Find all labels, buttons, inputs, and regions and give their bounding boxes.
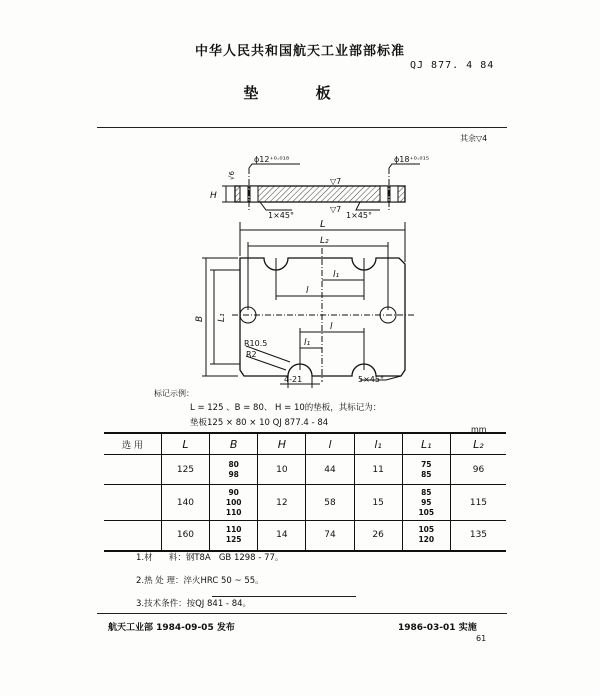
cell-L1: 105 120 bbox=[402, 521, 450, 551]
plan-view bbox=[202, 222, 415, 388]
cell-L2: 115 bbox=[450, 485, 506, 521]
document-title: 垫 板 bbox=[243, 84, 357, 102]
col-L1: L₁ bbox=[402, 433, 450, 455]
cell-B: 80 98 bbox=[210, 455, 258, 485]
cell-H: 10 bbox=[258, 455, 306, 485]
notes-underline bbox=[212, 596, 356, 597]
l-label-top: l bbox=[306, 286, 309, 296]
L-label: L bbox=[320, 219, 326, 230]
cell-l: 74 bbox=[306, 521, 354, 551]
table-header-row bbox=[104, 433, 506, 455]
col-L: L bbox=[161, 433, 209, 455]
cell-L1: 85 95 105 bbox=[402, 485, 450, 521]
small-roughness-mark: √6 bbox=[228, 171, 236, 180]
col-B: B bbox=[210, 433, 258, 455]
cell-L: 140 bbox=[161, 485, 209, 521]
cell-L2: 135 bbox=[450, 521, 506, 551]
cell-l: 58 bbox=[306, 485, 354, 521]
l1-label-bottom: l₁ bbox=[304, 338, 311, 348]
cell-H: 12 bbox=[258, 485, 306, 521]
table-row bbox=[104, 521, 506, 551]
header-rule bbox=[97, 127, 507, 128]
issue-date: 航天工业部 1984-09-05 发布 bbox=[108, 623, 235, 633]
right-hole-section bbox=[390, 186, 398, 202]
table-row bbox=[104, 455, 506, 485]
fit-mark: ▽7 bbox=[330, 177, 342, 186]
cell-l1: 11 bbox=[354, 455, 402, 485]
spec-table bbox=[104, 432, 506, 552]
marking-example: 垫板125 × 80 × 10 QJ 877.4 - 84 bbox=[190, 418, 329, 428]
note-material: 1.材 料：钢T8A GB 1298 - 77。 bbox=[136, 553, 284, 563]
L2-label: L₂ bbox=[320, 236, 329, 246]
cell-l1: 26 bbox=[354, 521, 402, 551]
r-big-label: R10.5 bbox=[244, 339, 268, 348]
table-row bbox=[104, 485, 506, 521]
select-cell bbox=[104, 455, 161, 485]
cell-l: 44 bbox=[306, 455, 354, 485]
cell-L2: 96 bbox=[450, 455, 506, 485]
small-hole-dim: ϕ12⁺⁰·⁰¹⁸ bbox=[254, 155, 290, 164]
standard-code: QJ 877. 4 84 bbox=[410, 60, 495, 71]
cell-L: 160 bbox=[161, 521, 209, 551]
r-small-label: R2 bbox=[246, 350, 257, 359]
section-view bbox=[222, 164, 420, 210]
left-hole-section bbox=[240, 186, 248, 202]
col-l1: l₁ bbox=[354, 433, 402, 455]
cell-l1: 15 bbox=[354, 485, 402, 521]
big-hole-dim: ϕ18⁺⁰·⁰¹⁵ bbox=[394, 155, 430, 164]
cell-H: 14 bbox=[258, 521, 306, 551]
select-cell bbox=[104, 485, 161, 521]
footer-rule bbox=[97, 613, 507, 614]
marking-intro: 标记示例： bbox=[154, 389, 194, 398]
col-H: H bbox=[258, 433, 306, 455]
page-number: 61 bbox=[476, 634, 487, 643]
slot-dim: 4-21 bbox=[284, 375, 303, 384]
l-label-bottom: l bbox=[330, 322, 333, 332]
flat-mark: ▽7 bbox=[330, 205, 342, 214]
standard-org-title: 中华人民共和国航天工业部部标准 bbox=[194, 44, 405, 59]
unit-label: mm bbox=[471, 425, 487, 434]
col-l: l bbox=[306, 433, 354, 455]
L1-label: L₁ bbox=[217, 313, 227, 322]
technical-notes bbox=[136, 547, 283, 616]
select-cell bbox=[104, 521, 161, 551]
corner-chamfer: 5×45° bbox=[358, 375, 384, 384]
thickness-label: H bbox=[210, 191, 217, 201]
col-L2: L₂ bbox=[450, 433, 506, 455]
cell-L1: 75 85 bbox=[402, 455, 450, 485]
cell-L: 125 bbox=[161, 455, 209, 485]
note-technical-conditions: 3.技术条件：按QJ 841 - 84。 bbox=[136, 599, 252, 609]
note-heat-treatment: 2.热 处 理：淬火HRC 50 ~ 55。 bbox=[136, 576, 264, 586]
B-label: B bbox=[195, 315, 205, 322]
cell-B: 90 100 110 bbox=[210, 485, 258, 521]
l1-label-top: l₁ bbox=[333, 270, 340, 280]
effective-date: 1986-03-01 实施 bbox=[398, 623, 477, 633]
technical-drawing bbox=[180, 150, 440, 388]
chamfer-right: 1×45° bbox=[346, 211, 372, 220]
col-select: 选 用 bbox=[104, 433, 161, 455]
cell-B: 110 125 bbox=[210, 521, 258, 551]
roughness-note: 其余▽4 bbox=[460, 134, 488, 143]
marking-text: L = 125 、B = 80、 H = 10的垫板，其标记为： bbox=[190, 403, 382, 413]
chamfer-left: 1×45° bbox=[268, 211, 294, 220]
